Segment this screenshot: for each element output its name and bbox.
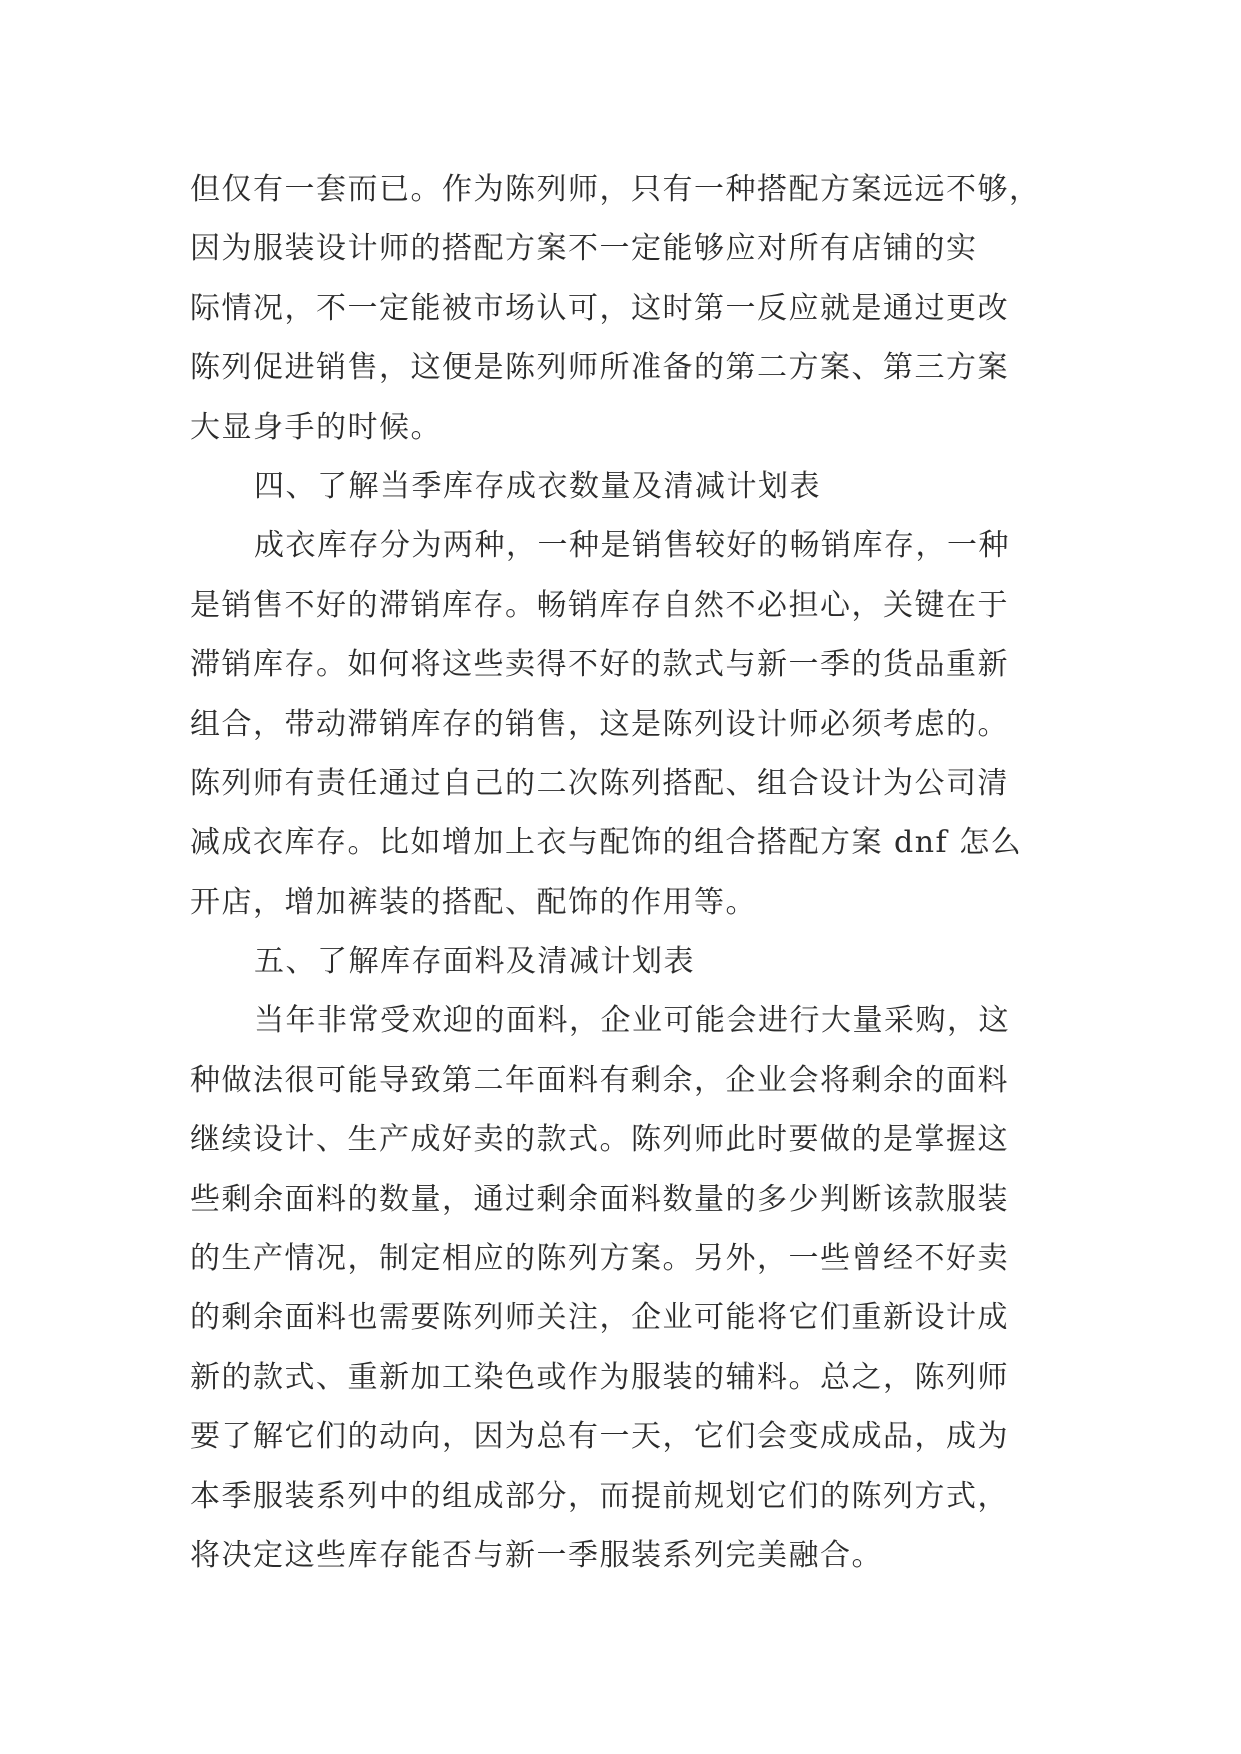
- text-line: 滞销库存。如何将这些卖得不好的款式与新一季的货品重新: [190, 647, 1009, 683]
- text-line: 陈列师有责任通过自己的二次陈列搭配、组合设计为公司清: [190, 765, 1009, 801]
- text-line: 将决定这些库存能否与新一季服装系列完美融合。: [190, 1537, 883, 1573]
- text-line: 的剩余面料也需要陈列师关注，企业可能将它们重新设计成: [190, 1300, 1009, 1336]
- text-line: 但仅有一套而已。作为陈列师，只有一种搭配方案远远不够，: [190, 172, 1041, 207]
- text-line: 大显身手的时候。: [190, 409, 442, 445]
- text-line: 五、了解库存面料及清减计划表: [254, 944, 695, 980]
- text-line: 继续设计、生产成好卖的款式。陈列师此时要做的是掌握这: [190, 1122, 1009, 1158]
- text-line: 种做法很可能导致第二年面料有剩余，企业会将剩余的面料: [190, 1062, 1009, 1098]
- text-line: 是销售不好的滞销库存。畅销库存自然不必担心，关键在于: [190, 587, 1009, 623]
- text-line: 减成衣库存。比如增加上衣与配饰的组合搭配方案 dnf 怎么: [190, 825, 1023, 861]
- text-line: 些剩余面料的数量，通过剩余面料数量的多少判断该款服装: [190, 1181, 1009, 1217]
- text-line: 际情况，不一定能被市场认可，这时第一反应就是通过更改: [190, 290, 1009, 326]
- body-text: [190, 160, 1070, 1585]
- text-line: 组合，带动滞销库存的销售，这是陈列设计师必须考虑的。: [190, 706, 1009, 742]
- text-line: 当年非常受欢迎的面料，企业可能会进行大量采购，这: [254, 1003, 1010, 1039]
- text-line: 因为服装设计师的搭配方案不一定能够应对所有店铺的实: [190, 231, 978, 267]
- text-line: 新的款式、重新加工染色或作为服装的辅料。总之，陈列师: [190, 1359, 1009, 1395]
- text-line: 成衣库存分为两种，一种是销售较好的畅销库存，一种: [254, 528, 1010, 564]
- text-line: 四、了解当季库存成衣数量及清减计划表: [254, 468, 821, 504]
- text-line: 的生产情况，制定相应的陈列方案。另外，一些曾经不好卖: [190, 1241, 1009, 1277]
- text-line: 陈列促进销售，这便是陈列师所准备的第二方案、第三方案: [190, 350, 1009, 386]
- text-line: 开店，增加裤装的搭配、配饰的作用等。: [190, 884, 757, 920]
- text-line: 要了解它们的动向，因为总有一天，它们会变成成品，成为: [190, 1419, 1009, 1455]
- text-line: 本季服装系列中的组成部分，而提前规划它们的陈列方式，: [190, 1478, 1009, 1514]
